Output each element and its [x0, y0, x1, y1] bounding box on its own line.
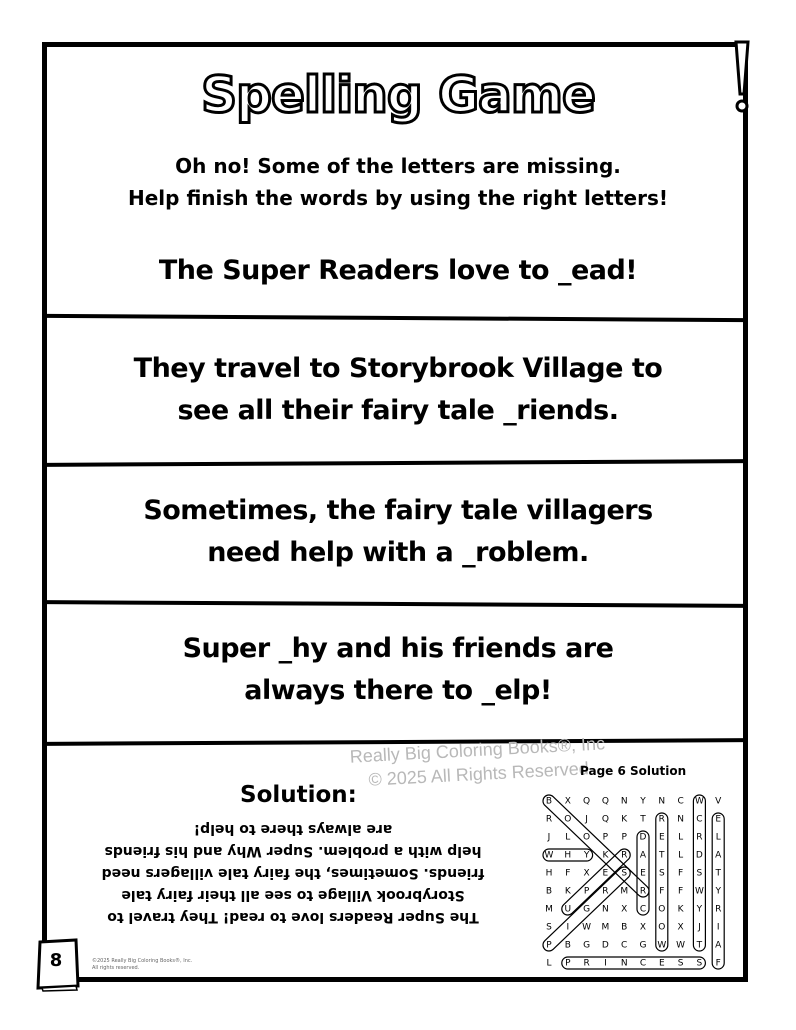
word-search-letter: O	[658, 904, 666, 915]
word-search-letter: S	[696, 958, 703, 969]
word-search-letter: I	[604, 958, 607, 969]
word-search-letter: N	[658, 796, 666, 807]
word-search-letter: C	[639, 904, 647, 915]
word-search-letter: J	[547, 832, 551, 843]
word-search-letter: I	[716, 922, 720, 933]
word-search-letter: K	[564, 886, 571, 897]
word-search-letter: T	[696, 940, 703, 951]
word-search-letter: W	[694, 796, 704, 807]
word-search-letter: R	[621, 850, 628, 861]
word-search-letter: P	[583, 886, 590, 897]
instructions	[60, 150, 736, 214]
instructions-line-2: Help finish the words by using the right letters!	[128, 186, 668, 210]
word-search-letter: F	[678, 868, 684, 879]
word-search-letter: A	[715, 940, 722, 951]
word-search-title: Page 6 Solution	[580, 764, 687, 778]
instructions-line-1: Oh no! Some of the letters are missing.	[175, 154, 621, 178]
word-search-grid	[538, 790, 728, 970]
word-search-letter: T	[659, 850, 665, 861]
word-search-letter: F	[659, 886, 665, 897]
word-search-letter: B	[545, 796, 553, 807]
word-search-letter: D	[639, 832, 647, 843]
sentence-1	[60, 250, 736, 292]
word-search-letter: S	[546, 922, 552, 933]
word-search-letter: O	[564, 814, 572, 825]
sentence-2-line-2: see all their fairy tale _riends.	[177, 395, 619, 426]
word-search-letter: M	[620, 886, 629, 897]
word-search-letter: D	[601, 940, 609, 951]
word-search-letter: B	[545, 886, 553, 897]
word-search-letter: X	[621, 904, 628, 915]
word-search-letter: L	[678, 850, 684, 861]
word-search-letter: P	[546, 940, 552, 951]
word-search-letter: C	[677, 796, 684, 807]
word-search-letter: J	[698, 922, 701, 933]
word-search-letter: Y	[696, 904, 703, 915]
word-search-letter: S	[677, 958, 684, 969]
word-search-letter: R	[583, 958, 590, 969]
word-search-letter: F	[715, 958, 721, 969]
word-search-letter: R	[658, 814, 665, 825]
word-search-letter: N	[602, 904, 609, 915]
word-search-letter: X	[677, 922, 684, 933]
word-search-letter: E	[602, 868, 609, 879]
word-search-letter: S	[621, 868, 628, 879]
word-search-letter: G	[583, 940, 591, 951]
word-search-letter: C	[621, 940, 628, 951]
word-search-letter: O	[583, 832, 591, 843]
word-search-letter: K	[621, 814, 628, 825]
word-search-letter: O	[658, 922, 666, 933]
sentence-4-line-1: Super _hy and his friends are	[182, 633, 614, 664]
word-search-letter: L	[678, 832, 684, 843]
sentence-3	[60, 490, 736, 574]
word-search-answer-loop	[541, 793, 652, 900]
word-search-letter: L	[715, 832, 721, 843]
word-search-letter: A	[639, 850, 647, 861]
word-search-letter: G	[583, 904, 591, 915]
word-search-letter: R	[639, 886, 647, 897]
word-search-letter: R	[715, 904, 722, 915]
sentence-4-line-2: always there to _elp!	[244, 675, 552, 706]
word-search-letter: N	[620, 796, 628, 807]
word-search-letter: L	[565, 832, 571, 843]
word-search-letter: P	[621, 832, 627, 843]
word-search-letter: H	[545, 868, 553, 879]
word-search-letter: P	[602, 832, 609, 843]
word-search-letter: R	[602, 886, 609, 897]
word-search-letter: G	[639, 940, 647, 951]
word-search-letter: A	[715, 850, 722, 861]
word-search-letter: P	[565, 958, 571, 969]
word-search-letter: N	[620, 958, 628, 969]
word-search-letter: W	[694, 886, 704, 897]
word-search-letter: X	[639, 922, 647, 933]
word-search-letter: C	[696, 814, 703, 825]
sentence-2	[60, 348, 736, 432]
word-search-letter: E	[658, 958, 665, 969]
word-search-letter: D	[695, 850, 703, 861]
word-search-letter: T	[640, 814, 646, 825]
copyright-line-1: ©2025 Really Big Coloring Books®, Inc.	[92, 958, 193, 964]
copyright-line-2: All rights reserved.	[92, 965, 140, 971]
word-search-letter: Q	[601, 814, 609, 825]
word-search-letter: Y	[715, 886, 721, 897]
word-search-letter: S	[696, 868, 703, 879]
word-search-letter: V	[715, 796, 722, 807]
word-search-letter: Q	[583, 796, 591, 807]
word-search-letter: Q	[601, 796, 609, 807]
word-search-letter: B	[564, 940, 571, 951]
page-number: 8	[49, 950, 63, 971]
word-search-letter: X	[583, 868, 590, 879]
word-search-letter: F	[678, 886, 684, 897]
sentence-1-line-1: The Super Readers love to _ead!	[158, 255, 638, 286]
word-search-letter: J	[585, 814, 588, 825]
word-search-letter: Y	[640, 796, 646, 807]
word-search-letter: R	[545, 814, 553, 825]
word-search-letter: R	[696, 832, 703, 843]
word-search-letter: E	[715, 814, 722, 825]
word-search-letter: C	[639, 958, 647, 969]
word-search-letter: U	[564, 904, 572, 915]
watermark-line-1: Really Big Coloring Books®, Inc	[349, 733, 606, 767]
word-search-letter: K	[602, 850, 609, 861]
solution-text-upside-down: The Super Readers love to read! They travel to Storybrook Village to see all their fairy tale friends. Sometimes, the fairy tale villagers need help with a problem. Super Why and his friends are always there to help!	[101, 821, 485, 925]
word-search-letter: F	[565, 868, 571, 879]
word-search-letter: W	[544, 850, 554, 861]
word-search-letter: M	[601, 922, 610, 933]
word-search-letter: E	[658, 832, 665, 843]
copyright	[92, 958, 192, 972]
word-search-letter: W	[582, 922, 592, 933]
word-search-letter: K	[677, 904, 684, 915]
sentence-3-line-1: Sometimes, the fairy tale villagers	[143, 495, 653, 526]
sentence-2-line-1: They travel to Storybrook Village to	[133, 353, 663, 384]
word-search-letter: E	[640, 868, 646, 879]
watermark-line-2: © 2025 All Rights Reserved	[368, 758, 590, 790]
word-search-letter: W	[657, 940, 667, 951]
word-search-letter: B	[621, 922, 628, 933]
word-search-letter: I	[566, 922, 570, 933]
solution-label: Solution:	[240, 782, 357, 808]
sentence-3-line-2: need help with a _roblem.	[207, 537, 589, 568]
word-search-letter: M	[545, 904, 553, 915]
word-search-letter: W	[676, 940, 686, 951]
sentence-4	[60, 628, 736, 712]
word-search-letter: T	[715, 868, 721, 879]
word-search-letter: N	[677, 814, 684, 825]
word-search-letter: H	[564, 850, 572, 861]
word-search-letter: X	[564, 796, 571, 807]
word-search-letter: L	[546, 958, 552, 969]
page-title: Spelling Game	[201, 66, 595, 124]
word-search-letter: Y	[583, 850, 590, 861]
word-search-letter: S	[658, 868, 665, 879]
